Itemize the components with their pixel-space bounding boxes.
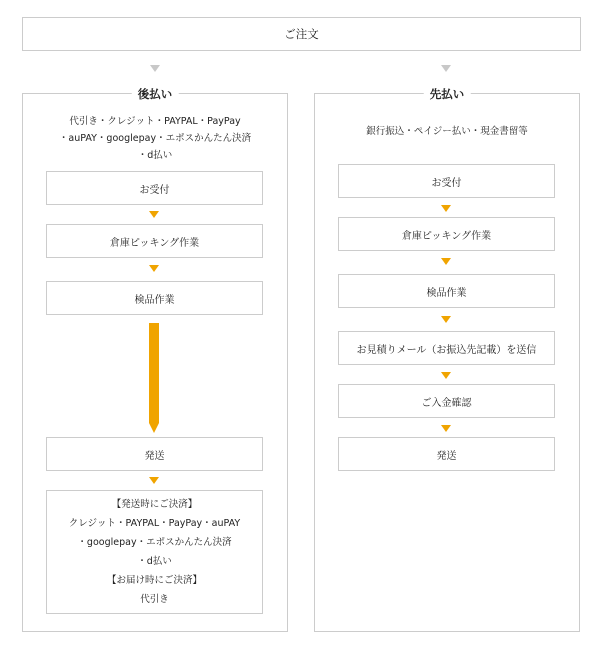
deferred-methods-line-2: ・auPAY・googlepay・エポスかんたん決済 (58, 133, 252, 144)
left-step-reception (46, 171, 263, 205)
deferred-payment-title: 後払い (132, 86, 179, 102)
long-arrow-icon (147, 323, 161, 433)
right-step-reception (338, 164, 555, 198)
order-label: ご注文 (284, 27, 319, 41)
left-step-shipping-label: 発送 (144, 450, 165, 462)
order-box (22, 17, 581, 51)
right-step-shipping-label: 発送 (436, 450, 457, 462)
right-step-quote-email (338, 331, 555, 365)
right-step-inspection (338, 274, 555, 308)
right-arrow-4-icon (441, 372, 451, 379)
note-line-1: 【発送時にご決済】 (111, 499, 198, 510)
left-arrow-3-icon (149, 477, 159, 484)
left-step-reception-label: お受付 (139, 184, 170, 196)
left-step-inspection-label: 検品作業 (134, 294, 175, 306)
right-step-picking (338, 217, 555, 251)
right-step-payment-confirm-label: ご入金確認 (421, 397, 472, 409)
right-arrow-5-icon (441, 425, 451, 432)
right-connector-icon (441, 65, 451, 72)
left-arrow-1-icon (149, 211, 159, 218)
left-arrow-2-icon (149, 265, 159, 272)
prepayment-methods: 銀行振込・ペイジー払い・現金書留等 (366, 126, 528, 137)
left-step-shipping (46, 437, 263, 471)
left-connector-icon (150, 65, 160, 72)
right-arrow-1-icon (441, 205, 451, 212)
right-arrow-3-icon (441, 316, 451, 323)
note-line-4: ・d払い (137, 556, 172, 567)
deferred-methods-line-1: 代引き・クレジット・PAYPAL・PayPay (69, 116, 241, 127)
left-step-picking-label: 倉庫ピッキング作業 (109, 237, 200, 249)
right-arrow-2-icon (441, 258, 451, 265)
deferred-methods (30, 113, 280, 164)
left-step-picking (46, 224, 263, 258)
note-line-5: 【お届け時にご決済】 (106, 575, 202, 586)
note-line-6: 代引き (140, 594, 169, 605)
left-step-inspection (46, 281, 263, 315)
prepayment-title: 先払い (424, 86, 471, 102)
payment-timing-note (46, 490, 263, 614)
right-step-payment-confirm (338, 384, 555, 418)
right-step-reception-label: お受付 (431, 177, 462, 189)
right-step-picking-label: 倉庫ピッキング作業 (401, 230, 492, 242)
right-step-quote-email-label: お見積りメール（お振込先記載）を送信 (356, 344, 537, 356)
right-step-inspection-label: 検品作業 (426, 287, 467, 299)
deferred-methods-line-3: ・d払い (137, 150, 173, 161)
note-line-2: クレジット・PAYPAL・PayPay・auPAY (68, 518, 241, 529)
right-step-shipping (338, 437, 555, 471)
note-line-3: ・googlepay・エポスかんたん決済 (77, 537, 232, 548)
